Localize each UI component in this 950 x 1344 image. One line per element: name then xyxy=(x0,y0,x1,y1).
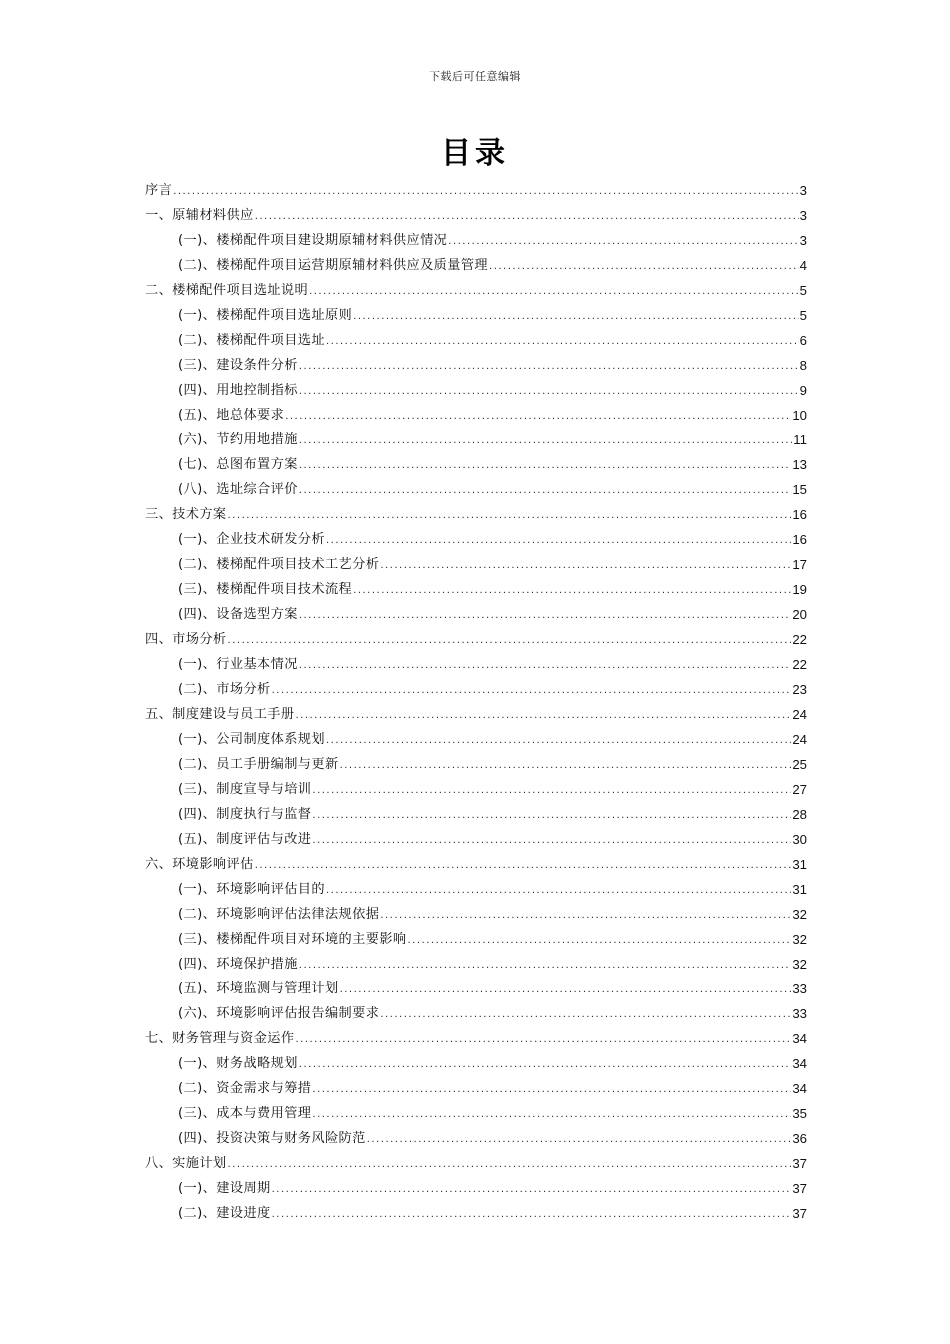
toc-dot-leader xyxy=(353,583,791,599)
toc-entry[interactable] xyxy=(145,400,807,425)
toc-entry-page-number: 35 xyxy=(792,1106,807,1122)
toc-entry[interactable] xyxy=(145,1023,807,1048)
toc-entry[interactable] xyxy=(145,1073,807,1098)
toc-entry[interactable] xyxy=(145,1098,807,1123)
toc-dot-leader xyxy=(272,1207,792,1223)
toc-dot-leader xyxy=(255,858,792,874)
toc-dot-leader xyxy=(353,309,799,325)
toc-dot-leader xyxy=(299,359,799,375)
toc-dot-leader xyxy=(312,833,791,849)
toc-entry[interactable] xyxy=(145,624,807,649)
toc-entry[interactable] xyxy=(145,774,807,799)
toc-entry[interactable] xyxy=(145,549,807,574)
toc-entry-page-number: 13 xyxy=(792,457,807,473)
toc-dot-leader xyxy=(299,958,792,974)
toc-entry-label: (一)、行业基本情况 xyxy=(178,657,298,673)
toc-entry-label: (二)、环境影响评估法律法规依据 xyxy=(178,906,380,922)
toc-entry[interactable] xyxy=(145,499,807,524)
toc-entry-page-number: 34 xyxy=(792,1031,807,1047)
toc-entry[interactable] xyxy=(145,325,807,350)
toc-entry-page-number: 37 xyxy=(792,1181,807,1197)
toc-entry-label: 八、实施计划 xyxy=(145,1156,227,1172)
toc-entry-label: (二)、建设进度 xyxy=(178,1206,271,1222)
toc-entry-page-number: 36 xyxy=(792,1131,807,1147)
toc-entry-label: (五)、地总体要求 xyxy=(178,407,285,423)
toc-entry-page-number: 24 xyxy=(792,731,807,747)
toc-dot-leader xyxy=(312,808,791,824)
toc-entry-page-number: 32 xyxy=(792,956,807,972)
toc-entry-label: 六、环境影响评估 xyxy=(145,856,254,872)
toc-entry[interactable] xyxy=(145,175,807,200)
toc-dot-leader xyxy=(309,284,799,300)
table-of-contents xyxy=(145,175,807,1223)
toc-entry-page-number: 6 xyxy=(799,332,807,348)
toc-entry-label: 二、楼梯配件项目选址说明 xyxy=(145,282,309,298)
toc-entry-label: (四)、环境保护措施 xyxy=(178,956,298,972)
toc-dot-leader xyxy=(380,558,791,574)
toc-entry-label: (六)、环境影响评估报告编制要求 xyxy=(178,1006,380,1022)
toc-entry-label: 一、原辅材料供应 xyxy=(145,207,254,223)
toc-entry[interactable] xyxy=(145,874,807,899)
toc-dot-leader xyxy=(380,908,791,924)
toc-entry-page-number: 3 xyxy=(799,207,807,223)
toc-entry-label: (二)、楼梯配件项目技术工艺分析 xyxy=(178,557,380,573)
toc-dot-leader xyxy=(312,1107,791,1123)
page-header: 下载后可任意编辑 xyxy=(429,70,521,83)
toc-entry-page-number: 24 xyxy=(792,706,807,722)
toc-entry[interactable] xyxy=(145,275,807,300)
toc-entry[interactable] xyxy=(145,1148,807,1173)
toc-entry-label: (一)、财务战略规划 xyxy=(178,1056,298,1072)
toc-entry[interactable] xyxy=(145,949,807,974)
toc-entry-page-number: 23 xyxy=(792,682,807,698)
toc-dot-leader xyxy=(326,334,799,350)
toc-dot-leader xyxy=(326,533,791,549)
toc-entry[interactable] xyxy=(145,250,807,275)
toc-entry-page-number: 30 xyxy=(792,831,807,847)
toc-entry-label: (一)、建设周期 xyxy=(178,1181,271,1197)
toc-entry[interactable] xyxy=(145,1198,807,1223)
toc-entry[interactable] xyxy=(145,699,807,724)
toc-dot-leader xyxy=(312,1082,791,1098)
toc-entry-page-number: 33 xyxy=(792,1006,807,1022)
toc-dot-leader xyxy=(272,683,792,699)
toc-entry-label: 序言 xyxy=(145,182,173,198)
toc-entry-label: (二)、市场分析 xyxy=(178,682,271,698)
toc-entry-label: (三)、建设条件分析 xyxy=(178,357,298,373)
toc-entry-page-number: 3 xyxy=(799,182,807,198)
toc-dot-leader xyxy=(228,508,792,524)
toc-entry[interactable] xyxy=(145,574,807,599)
toc-dot-leader xyxy=(299,1057,792,1073)
toc-entry[interactable] xyxy=(145,649,807,674)
toc-dot-leader xyxy=(408,933,792,949)
toc-dot-leader xyxy=(228,633,792,649)
toc-entry-label: 五、制度建设与员工手册 xyxy=(145,706,295,722)
toc-entry[interactable] xyxy=(145,1123,807,1148)
toc-entry-label: 四、市场分析 xyxy=(145,632,227,648)
toc-entry-page-number: 9 xyxy=(799,382,807,398)
toc-entry[interactable] xyxy=(145,200,807,225)
toc-dot-leader xyxy=(255,209,799,225)
toc-entry-page-number: 25 xyxy=(792,756,807,772)
toc-dot-leader xyxy=(340,758,792,774)
toc-entry[interactable] xyxy=(145,350,807,375)
toc-entry-page-number: 22 xyxy=(792,657,807,673)
toc-entry[interactable] xyxy=(145,425,807,450)
toc-entry[interactable] xyxy=(145,1048,807,1073)
toc-entry[interactable] xyxy=(145,1173,807,1198)
toc-dot-leader xyxy=(489,259,799,275)
toc-entry[interactable] xyxy=(145,225,807,250)
toc-dot-leader xyxy=(299,483,792,499)
toc-entry-page-number: 37 xyxy=(792,1206,807,1222)
toc-entry-page-number: 20 xyxy=(792,607,807,623)
toc-entry-label: (二)、楼梯配件项目选址 xyxy=(178,332,325,348)
toc-entry-label: (三)、成本与费用管理 xyxy=(178,1106,312,1122)
toc-entry-label: (二)、楼梯配件项目运营期原辅材料供应及质量管理 xyxy=(178,257,489,273)
toc-dot-leader xyxy=(295,1032,791,1048)
toc-entry-label: (四)、设备选型方案 xyxy=(178,607,298,623)
toc-dot-leader xyxy=(295,708,791,724)
toc-entry-page-number: 22 xyxy=(792,632,807,648)
toc-entry-page-number: 10 xyxy=(792,407,807,423)
toc-entry-label: (一)、企业技术研发分析 xyxy=(178,532,325,548)
toc-entry[interactable] xyxy=(145,300,807,325)
toc-entry-label: (四)、投资决策与财务风险防范 xyxy=(178,1131,366,1147)
toc-dot-leader xyxy=(272,1182,792,1198)
toc-entry-page-number: 27 xyxy=(792,781,807,797)
toc-entry-label: (一)、楼梯配件项目选址原则 xyxy=(178,307,353,323)
toc-dot-leader xyxy=(299,433,793,449)
toc-entry[interactable] xyxy=(145,998,807,1023)
toc-entry[interactable] xyxy=(145,924,807,949)
toc-entry-label: (三)、楼梯配件项目技术流程 xyxy=(178,582,353,598)
toc-dot-leader xyxy=(380,1007,791,1023)
toc-entry-page-number: 34 xyxy=(792,1081,807,1097)
toc-entry-label: (二)、员工手册编制与更新 xyxy=(178,756,339,772)
toc-dot-leader xyxy=(326,733,791,749)
toc-entry-label: (三)、制度宣导与培训 xyxy=(178,781,312,797)
toc-entry[interactable] xyxy=(145,599,807,624)
toc-entry-page-number: 8 xyxy=(799,357,807,373)
toc-entry[interactable] xyxy=(145,799,807,824)
toc-entry-page-number: 16 xyxy=(792,532,807,548)
toc-entry[interactable] xyxy=(145,449,807,474)
toc-entry-page-number: 33 xyxy=(792,981,807,997)
toc-dot-leader xyxy=(299,384,799,400)
toc-entry[interactable] xyxy=(145,474,807,499)
toc-entry-page-number: 15 xyxy=(792,482,807,498)
toc-entry-label: (六)、节约用地措施 xyxy=(178,432,298,448)
toc-entry-page-number: 5 xyxy=(799,282,807,298)
toc-dot-leader xyxy=(228,1157,792,1173)
toc-entry-page-number: 3 xyxy=(799,232,807,248)
toc-entry-label: (一)、公司制度体系规划 xyxy=(178,731,325,747)
toc-dot-leader xyxy=(299,458,792,474)
toc-entry-label: 三、技术方案 xyxy=(145,507,227,523)
toc-entry-page-number: 11 xyxy=(793,432,807,448)
toc-entry[interactable] xyxy=(145,749,807,774)
toc-entry[interactable] xyxy=(145,824,807,849)
toc-entry[interactable] xyxy=(145,724,807,749)
toc-entry-label: (一)、环境影响评估目的 xyxy=(178,881,325,897)
toc-entry-label: (八)、选址综合评价 xyxy=(178,482,298,498)
toc-entry[interactable] xyxy=(145,524,807,549)
toc-entry-page-number: 37 xyxy=(792,1156,807,1172)
toc-title: 目录 xyxy=(441,136,509,171)
toc-entry[interactable] xyxy=(145,849,807,874)
toc-dot-leader xyxy=(173,184,798,200)
toc-entry-label: (一)、楼梯配件项目建设期原辅材料供应情况 xyxy=(178,232,448,248)
toc-entry-page-number: 5 xyxy=(799,307,807,323)
toc-entry-page-number: 28 xyxy=(792,806,807,822)
toc-dot-leader xyxy=(299,658,792,674)
toc-entry-label: 七、财务管理与资金运作 xyxy=(145,1031,295,1047)
toc-entry[interactable] xyxy=(145,375,807,400)
toc-entry-label: (二)、资金需求与筹措 xyxy=(178,1081,312,1097)
toc-dot-leader xyxy=(340,982,792,998)
toc-entry[interactable] xyxy=(145,899,807,924)
toc-entry-page-number: 32 xyxy=(792,931,807,947)
toc-entry-page-number: 4 xyxy=(799,257,807,273)
toc-entry-page-number: 19 xyxy=(792,582,807,598)
toc-entry[interactable] xyxy=(145,974,807,999)
toc-entry-page-number: 31 xyxy=(792,881,807,897)
toc-entry-label: (五)、环境监测与管理计划 xyxy=(178,981,339,997)
toc-dot-leader xyxy=(367,1132,792,1148)
toc-entry-page-number: 17 xyxy=(792,557,807,573)
toc-dot-leader xyxy=(285,409,791,425)
toc-dot-leader xyxy=(312,783,791,799)
toc-dot-leader xyxy=(299,608,792,624)
toc-entry-page-number: 34 xyxy=(792,1056,807,1072)
toc-dot-leader xyxy=(448,234,798,250)
toc-dot-leader xyxy=(326,883,791,899)
toc-entry-page-number: 31 xyxy=(792,856,807,872)
toc-entry-label: (五)、制度评估与改进 xyxy=(178,831,312,847)
toc-entry-label: (三)、楼梯配件项目对环境的主要影响 xyxy=(178,931,407,947)
toc-entry-label: (七)、总图布置方案 xyxy=(178,457,298,473)
toc-entry-label: (四)、制度执行与监督 xyxy=(178,806,312,822)
toc-entry-page-number: 16 xyxy=(792,507,807,523)
toc-entry[interactable] xyxy=(145,674,807,699)
toc-entry-page-number: 32 xyxy=(792,906,807,922)
toc-entry-label: (四)、用地控制指标 xyxy=(178,382,298,398)
